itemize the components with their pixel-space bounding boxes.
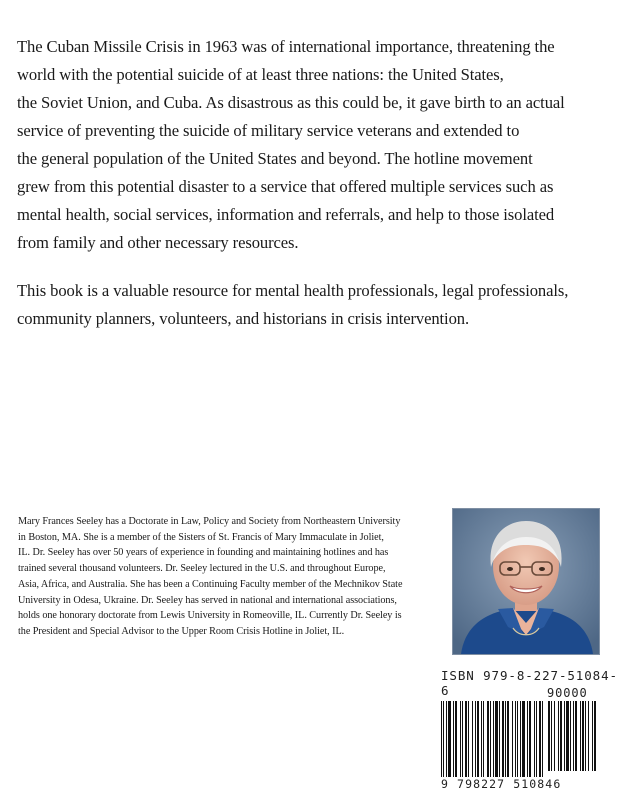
barcode-bar [490, 701, 491, 777]
author-photo [452, 508, 600, 655]
barcode-bar [446, 701, 447, 777]
barcode-bar [493, 701, 494, 777]
isbn-text: ISBN 979-8-227-51084-6 [441, 668, 618, 698]
barcode-bar [588, 701, 589, 771]
barcode-bar [564, 701, 565, 771]
barcode-bar [441, 701, 442, 777]
barcode-bar [512, 701, 513, 777]
barcode-bar [472, 701, 473, 777]
barcode-bar [502, 701, 504, 777]
ean-barcode [441, 701, 545, 777]
barcode-bar [487, 701, 489, 777]
barcode-bar [481, 701, 482, 777]
barcode-bar [522, 701, 525, 777]
barcode-bar [573, 701, 574, 771]
blurb-line: the Soviet Union, and Cuba. As disastrous as this could be, it gave birth to an actual [17, 93, 565, 112]
bio-line: University in Odesa, Ukraine. Dr. Seeley has served in national and international associations, [18, 594, 397, 606]
barcode-bar [529, 701, 531, 777]
barcode-bar [539, 701, 541, 777]
bio-line: in Boston, MA. She is a member of the Sisters of St. Francis of Mary Immaculate in Joliet, [18, 531, 384, 543]
barcode-bar [570, 701, 571, 771]
ean-digits: 9 798227 510846 [441, 777, 562, 791]
blurb-line: world with the potential suicide of at least three nations: the United States, [17, 65, 504, 84]
bio-line: the President and Special Advisor to the Upper Room Crisis Hotline in Joliet, IL. [18, 625, 345, 637]
barcode-bar [580, 701, 581, 771]
barcode-bar [462, 701, 463, 777]
barcode-bar [527, 701, 528, 777]
barcode-bar [560, 701, 562, 771]
barcode-bar [460, 701, 461, 777]
barcode-bar [499, 701, 500, 777]
barcode-bar [443, 701, 444, 777]
barcode-bar [542, 701, 543, 777]
barcode-bar [592, 701, 593, 771]
barcode-bar [585, 701, 586, 771]
barcode-bar [477, 701, 479, 777]
barcode-bar [475, 701, 476, 777]
barcode-bar [455, 701, 457, 777]
bio-line: trained several thousand volunteers. Dr. Seeley lectured in the U.S. and throughout Europe, [18, 563, 386, 575]
blurb-line: This book is a valuable resource for mental health professionals, legal professionals, [17, 281, 569, 300]
barcode-bar [582, 701, 584, 771]
barcode-bar [566, 701, 569, 771]
blurb-line: from family and other necessary resources. [17, 233, 299, 252]
author-portrait [453, 509, 599, 654]
barcode-bar [448, 701, 451, 777]
bio-line: Asia, Africa, and Australia. She has been a Continuing Faculty member of the Mechnikov State [18, 578, 403, 590]
bio-line: holds one honorary doctorate from Lewis University in Romeoville, IL. Currently Dr. Seeley is [18, 610, 402, 622]
barcode-bar [507, 701, 509, 777]
barcode-bar [554, 701, 555, 771]
barcode-bar [505, 701, 506, 777]
price-barcode [548, 701, 598, 771]
barcode-bar [465, 701, 467, 777]
blurb-paragraph-1 [17, 33, 607, 257]
blurb-line: The Cuban Missile Crisis in 1963 was of international importance, threatening the [17, 37, 555, 56]
blurb-line: the general population of the United States and beyond. The hotline movement [17, 149, 533, 168]
barcode-bar [551, 701, 552, 771]
barcode-bar [515, 701, 516, 777]
blurb-line: service of preventing the suicide of military service veterans and extended to [17, 121, 520, 140]
barcode-bar [594, 701, 596, 771]
barcode-bar [495, 701, 498, 777]
barcode-bar [468, 701, 469, 777]
barcode-bar [548, 701, 550, 771]
blurb-line: community planners, volunteers, and historians in crisis intervention. [17, 309, 470, 328]
blurb-line: mental health, social services, information and referrals, and help to those isolated [17, 205, 555, 224]
barcode-bar [575, 701, 577, 771]
blurb-line: grew from this potential disaster to a service that offered multiple services such as [17, 177, 554, 196]
barcode-bar [520, 701, 521, 777]
bio-line: IL. Dr. Seeley has over 50 years of experience in founding and maintaining hotlines and has [18, 547, 389, 559]
barcode-bar [483, 701, 484, 777]
barcode-bar [558, 701, 559, 771]
author-bio [18, 514, 443, 640]
barcode-bar [534, 701, 535, 777]
blurb-paragraph-2 [17, 277, 607, 333]
price-code: 90000 [547, 686, 588, 700]
bio-line: Mary Frances Seeley has a Doctorate in Law, Policy and Society from Northeastern University [18, 516, 401, 527]
barcode-bar [453, 701, 454, 777]
barcode-bar [536, 701, 537, 777]
barcode-bar [517, 701, 518, 777]
